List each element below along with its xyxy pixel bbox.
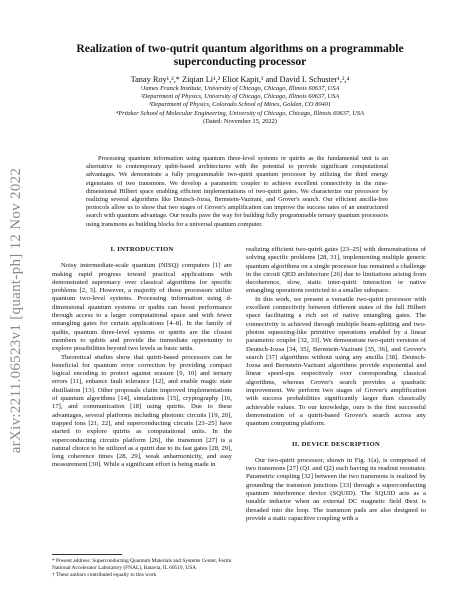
affiliation-2: ²Department of Physics, University of Chicago, Chicago, Illinois 60637, USA [140, 93, 340, 101]
paragraph: Our two-qutrit processor, shown in Fig. 1(a), is comprised of two transmons [27] (Q1 and Q2) each having its readout resonator. Parametric coupling [32] between the two transmons is realized by grounding the transmon junctions [33] through a superconducting quantum interference device (SQUID). The SQUID acts as a tunable inductor when an external DC magnetic field Φext is threaded into the loop. The transmon pads are also designed to provide a static capacitive coupling with a [246, 456, 426, 522]
footnotes [52, 554, 232, 578]
paragraph: In this work, we present a versatile two-qutrit processor with excellent connectivity between different states of the full Hilbert space facilitating a rich set of native entangling gates. The connectivity is achieved through multiple beam-splitting and two-photon squeezing-like primitive operations enabled by a linear parametric coupler [32, 33]. We demonstrate two-qutrit versions of Deutsch-Jozsa [34, 35], Bernstein-Vazirani [35, 36], and Grover's search [37] algorithms without using any ancilla [38]. Deutsch-Jozsa and Bernstein-Vazirani algorithms provide exponential and linear speed-ups respectively over corresponding classical algorithms, whereas Grover's search provides a quadratic improvement. We perform two stages of Grover's amplification with success probabilities significantly larger than classically achievable values. To our knowledge, ours is the first successful demonstration of a qutrit-based Grover's search across any quantum computing platform. [246, 295, 426, 428]
affiliation-4: ⁴Pritzker School of Molecular Engineering, University of Chicago, Chicago, Illinois 60637, USA [115, 109, 365, 117]
abstract: Processing quantum information using quantum three-level systems or qutrits as the fundamental unit is an alternative to contemporary qubit-based architectures with the potential to provide significant computational advantages. We demonstrate a fully programmable two-qutrit quantum processor by utilizing the third energy eigenstates of two transmons. We develop a parametric coupler to achieve excellent connectivity in the nine-dimensional Hilbert space enabling efficient implementations of two-qutrit gates. We characterize our processor by realizing several algorithms like Deutsch-Jozsa, Bernstein-Vazirani, and Grover's search. Our efficient ancilla-free protocols allow us to show that two stages of Grover's amplification can improve the success rates of an unstructured search with quantum advantage. Our results pave the way for building fully programmable ternary quantum processors using transmons as building blocks for a universal quantum computer. [86, 155, 388, 228]
paper-title: Realization of two-qutrit quantum algorithms on a programmable superconducting processor [76, 42, 404, 68]
affiliation-3: ³Department of Physics, Colorado School of Mines, Golden, CO 80401 [148, 101, 332, 109]
section-heading-device: II. DEVICE DESCRIPTION [291, 440, 381, 448]
left-column [52, 246, 232, 470]
footnote-1: * Present address: Superconducting Quantum Materials and Systems Center, Fermi National Accelerator Laboratory (FNAL), Batavia, IL 60510, USA [52, 558, 232, 571]
date-line: (Dated: November 15, 2022) [203, 117, 277, 125]
footnote-2: † These authors contributed equally to this work [52, 571, 157, 578]
paragraph: Noisy intermediate-scale quantum (NISQ) computers [1] are making rapid progress toward practical applications with demonstrated supremacy over classical algorithms for specific problems [2, 3]. However, a majority of those processors utilize quantum two-level systems. Processing information using d-dimensional quantum systems or qudits can boost performance through access to a larger computational space and with fewer entangling gates for certain applications [4–8]. In the family of qudits, quantum three-level systems or qutrits are the closest members to qubits and provide the immediate opportunity to explore possibilities beyond two levels as basic units. [52, 262, 232, 353]
arxiv-stamp [4, 150, 30, 470]
arxiv-stamp-text: arXiv:2211.06523v1 [quant-ph] 12 Nov 2022 [8, 167, 25, 453]
footnote-rule [52, 554, 122, 555]
author-list: Tanay Roy¹,²,* Ziqian Li¹,² Eliot Kapit,³ and David I. Schuster¹,²,⁴ [130, 75, 350, 84]
paragraph: realizing efficient two-qutrit gates [23–25] with demonstrations of solving specific problems [28, 31], implementing multiple generic quantum algorithms on a single processor has remained a challenge in the circuit QED architecture [26] due to limitations arising from decoherence, slow, static inter-qutrit interaction or native entangling operations restricted to a smaller subspace. [246, 246, 426, 295]
right-column [246, 246, 426, 523]
section-heading-introduction: I. INTRODUCTION [110, 246, 174, 253]
affiliation-1: ¹James Franck Institute, University of Chicago, Chicago, Illinois 60637, USA [140, 85, 340, 92]
paragraph: Theoretical studies show that qutrit-based processors can be beneficial for quantum error correction by providing compact logical encoding to protect against erasure [9, 10] and ternary errors [11], enhance fault tolerance [12], and enable magic state distillation [13]. Other proposals claim improved implementations of quantum algorithms [14], simulations [15], cryptography [16, 17], and communication [18] using qutrits. Due to these advantages, several platforms including photonic circuits [19, 20], trapped ions [21, 22], and superconducting circuits [23–25] have started to explore qutrits as computational units. In the superconducting circuits platform [26], the transmon [27] is a natural choice to be utilized as a qutrit due to its fast gates [28, 29], long coherence times [28, 29], weak anharmonicity, and easy measurement [30]. While a significant effort is being made in [52, 353, 232, 469]
affiliations [40, 85, 440, 126]
